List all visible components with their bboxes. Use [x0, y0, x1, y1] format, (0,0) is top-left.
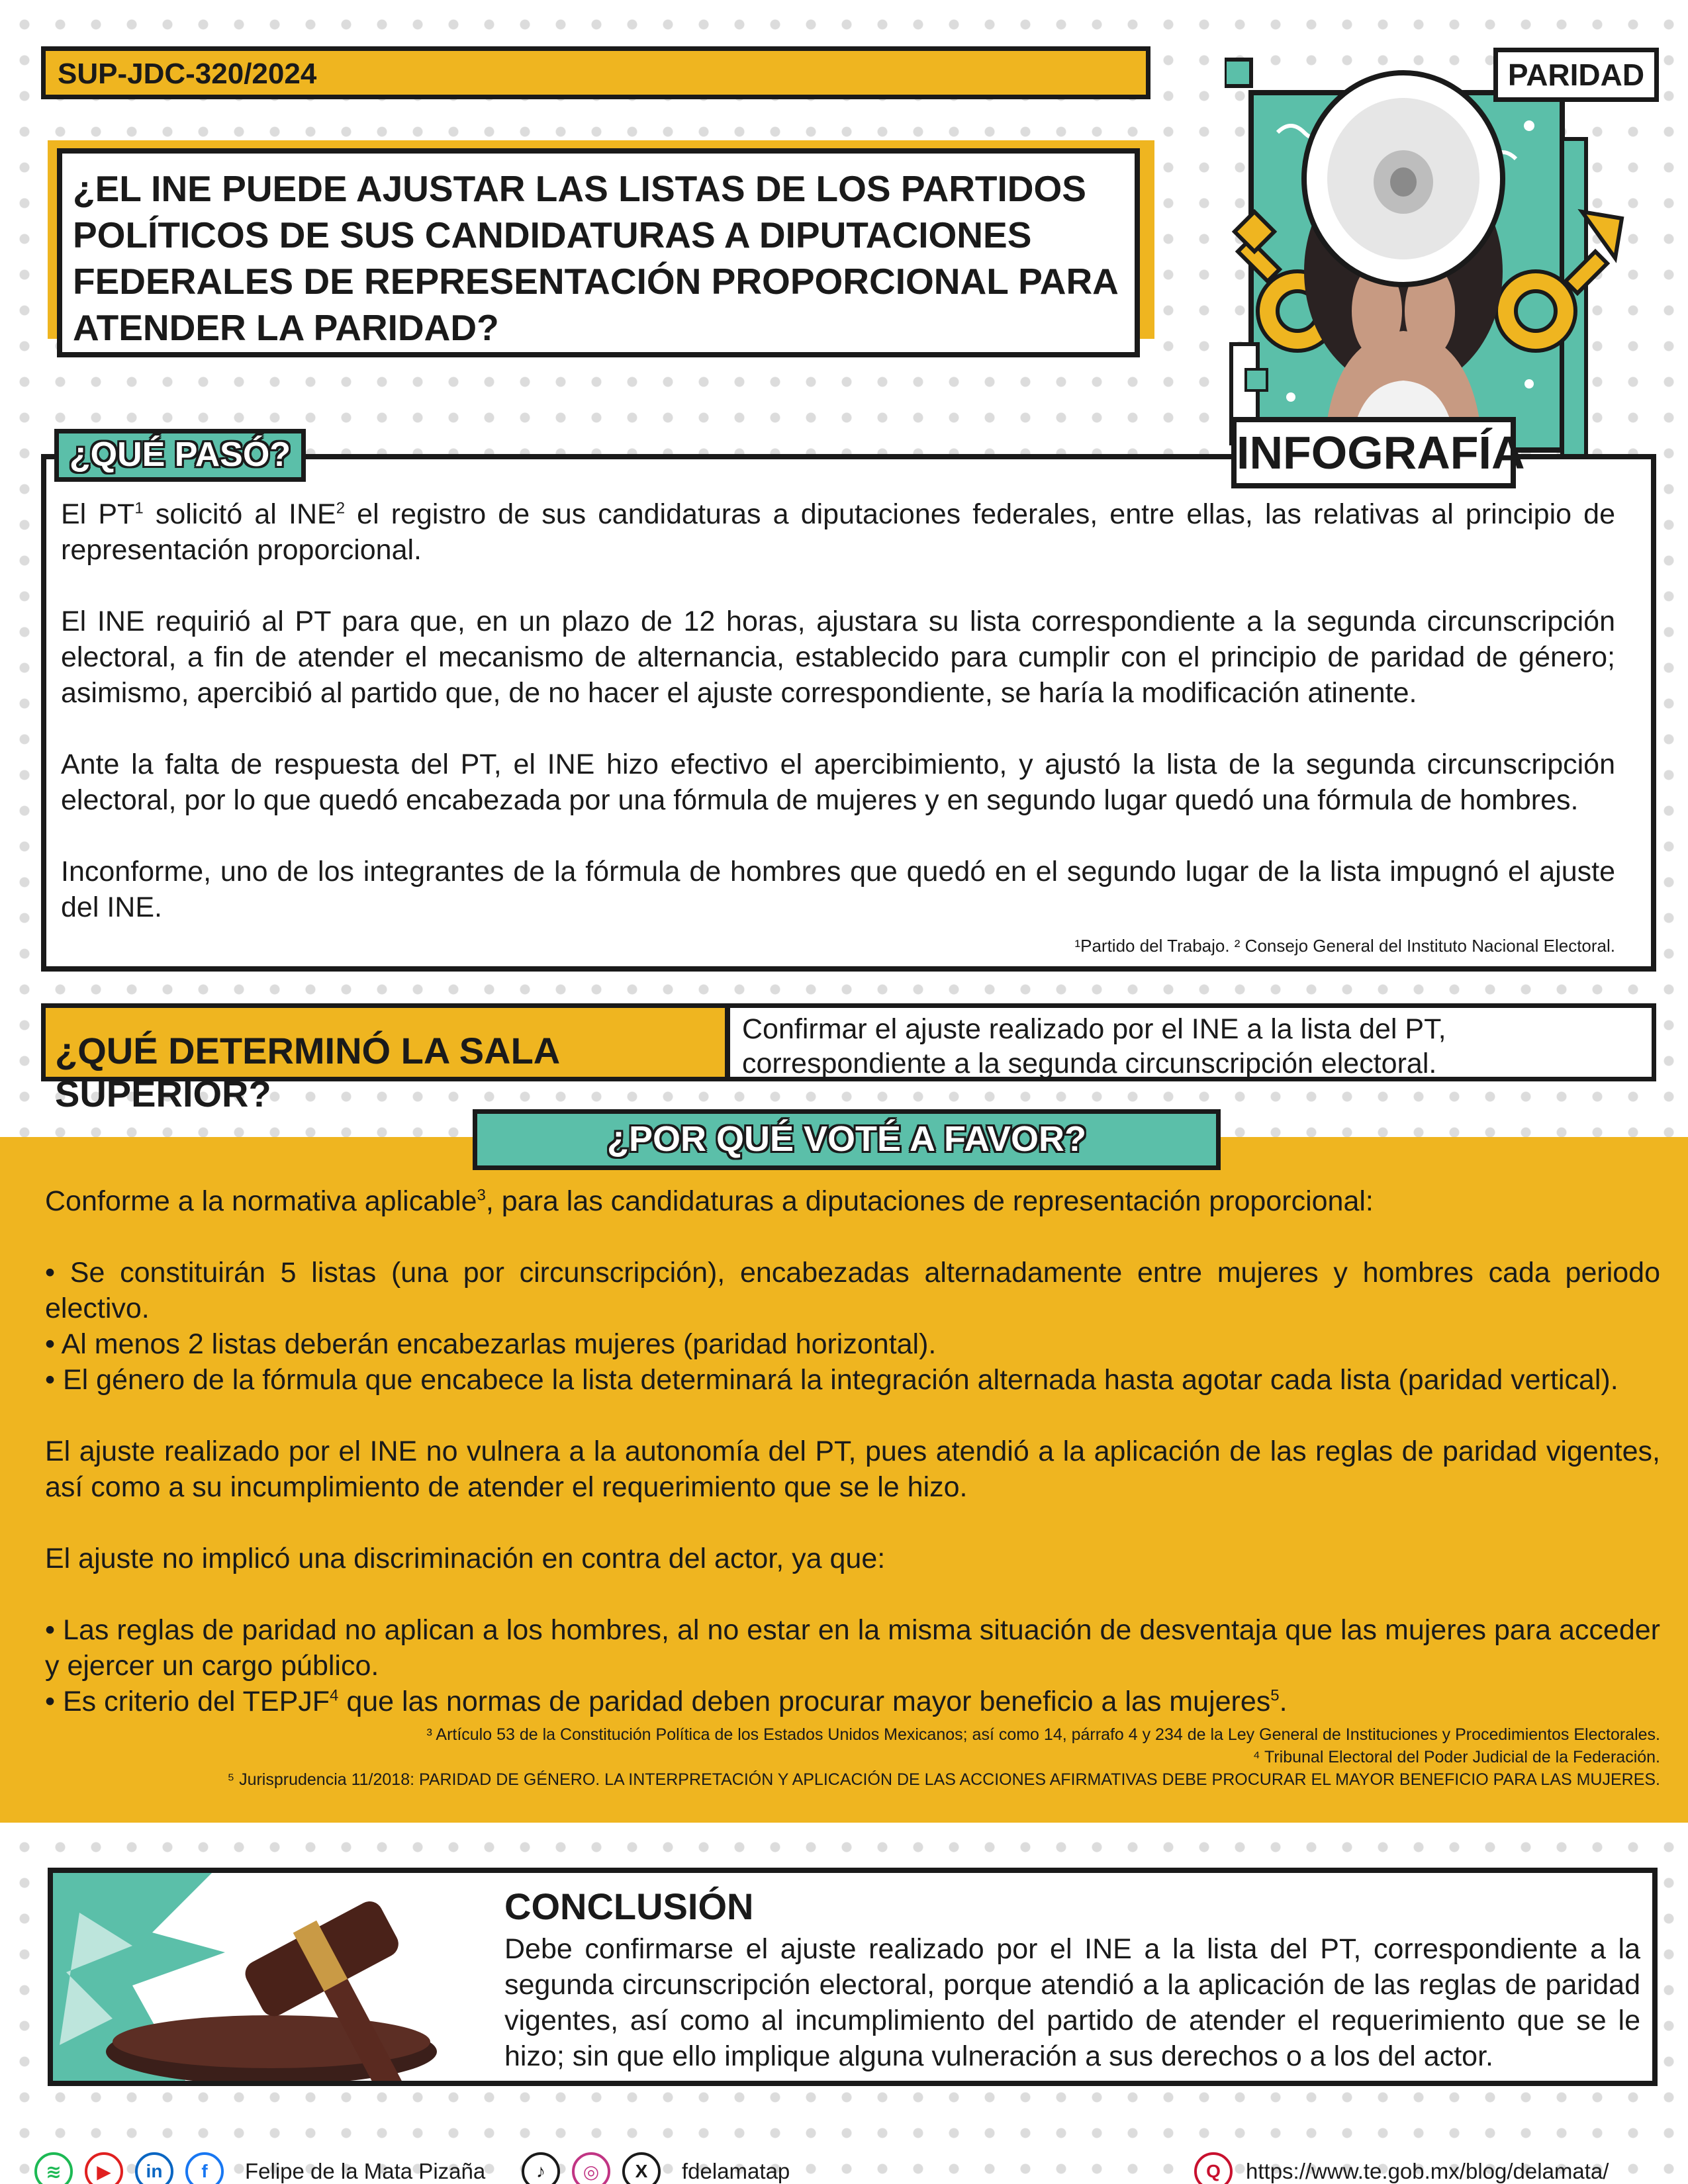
- spotify-icon[interactable]: ≋: [34, 2152, 73, 2184]
- vote-heading: ¿POR QUÉ VOTÉ A FAVOR?: [473, 1109, 1221, 1170]
- megaphone-woman-illustration: [1225, 53, 1662, 477]
- vote-content: [45, 1183, 1660, 1791]
- que-paso-paragraph-4: Inconforme, uno de los integrantes de la fórmula de hombres que quedó en el segundo lugar de la lista impugnó el ajuste del INE.: [61, 856, 1615, 923]
- gavel-illustration: [53, 1873, 477, 2081]
- linkedin-icon[interactable]: in: [135, 2152, 173, 2184]
- footer-url[interactable]: https://www.te.gob.mx/blog/delamata/: [1246, 2159, 1609, 2183]
- determino-heading: ¿QUÉ DETERMINÓ LA SALA SUPERIOR?: [41, 1003, 729, 1081]
- footer: [34, 2152, 1663, 2184]
- paridad-label: PARIDAD: [1507, 58, 1645, 92]
- infografia-label: INFOGRAFÍA: [1237, 427, 1525, 478]
- vote-bullet-2: • Al menos 2 listas deberán encabezarlas mujeres (paridad horizontal).: [45, 1328, 937, 1360]
- facebook-icon[interactable]: f: [185, 2152, 224, 2184]
- youtube-icon[interactable]: ▶: [85, 2152, 123, 2184]
- que-paso-section: [41, 454, 1656, 972]
- search-icon[interactable]: Q: [1194, 2152, 1233, 2184]
- vote-discriminacion: El ajuste no implicó una discriminación en contra del actor, ya que:: [45, 1543, 886, 1574]
- vote-footnote-3: ³ Artículo 53 de la Constitución Política de los Estados Unidos Mexicanos; así como 14, párrafo 4 y 234 de la Ley General de Instituciones y Procedimientos Electorales.: [426, 1725, 1660, 1744]
- que-paso-heading: ¿QUÉ PASÓ?: [54, 429, 306, 482]
- main-question-title: [57, 148, 1140, 357]
- infografia-tag: [1231, 417, 1525, 488]
- que-paso-paragraph-2: El INE requirió al PT para que, en un plazo de 12 horas, ajustara su lista correspondiente a la segunda circunscripción electoral, a fin de atender el mecanismo de alternancia, establecido para cumplir con el principio de paridad de género; asimismo, apercibió al partido que, de no hacer el ajuste correspondiente, se haría la modificación atinente.: [61, 606, 1615, 709]
- determino-text: Confirmar el ajuste realizado por el INE a la lista del PT, correspondiente a la segunda circunscripción electoral.: [726, 1003, 1656, 1081]
- x-icon[interactable]: X: [622, 2152, 661, 2184]
- case-number-bar: [41, 46, 1150, 99]
- vote-autonomia: El ajuste realizado por el INE no vulnera a la autonomía del PT, pues atendió a la aplicación de las reglas de paridad vigentes, así como a su incumplimiento de atender el requerimiento que se le hizo.: [45, 1435, 1660, 1503]
- vote-footnote-5: ⁵ Jurisprudencia 11/2018: PARIDAD DE GÉNERO. LA INTERPRETACIÓN Y APLICACIÓN DE LAS ACCIONES AFIRMATIVAS DEBE PROCURAR EL MAYOR BENEFICIO PARA LAS MUJERES.: [227, 1770, 1660, 1789]
- vote-intro: Conforme a la normativa aplicable$^3$, para las candidaturas a diputaciones de representación proporcional:: [45, 1185, 1374, 1217]
- footer-name: Felipe de la Mata Pizaña: [245, 2159, 486, 2183]
- conclusion-heading: CONCLUSIÓN: [504, 1886, 754, 1927]
- case-number: SUP-JDC-320/2024: [58, 58, 317, 90]
- conclusion-text: Debe confirmarse el ajuste realizado por el INE a la lista del PT, correspondiente a la segunda circunscripción electoral, porque atendió a la aplicación de las reglas de paridad vigentes, así como al incumplimiento del partido de atender el requerimiento que se le hizo; sin que ello implique alguna vulneración a sus derechos o a los del actor.: [504, 1933, 1640, 2072]
- footer-handle: fdelamatap: [682, 2159, 790, 2183]
- instagram-icon[interactable]: ◎: [572, 2152, 610, 2184]
- que-paso-footnote: ¹Partido del Trabajo. ² Consejo General del Instituto Nacional Electoral.: [1074, 936, 1615, 956]
- vote-bullet-4: • Las reglas de paridad no aplican a los hombres, al no estar en la misma situación de desventaja que las mujeres para acceder y ejercer un cargo público.: [45, 1614, 1660, 1682]
- paridad-tag: [1493, 48, 1659, 102]
- vote-bullet-3: • El género de la fórmula que encabece la lista determinará la integración alternada hasta agotar cada lista (paridad vertical).: [45, 1364, 1618, 1396]
- title-text: ¿EL INE PUEDE AJUSTAR LAS LISTAS DE LOS PARTIDOS POLÍTICOS DE SUS CANDIDATURAS A DIPUTACIONES FEDERALES DE REPRESENTACIÓN PROPORCIONAL PARA ATENDER LA PARIDAD?: [73, 168, 1117, 348]
- que-paso-paragraph-3: Ante la falta de respuesta del PT, el INE hizo efectivo el apercibimiento, y ajustó la lista de la segunda circunscripción electoral, por lo que quedó encabezada por una fórmula de mujeres y en segundo lugar quedó una fórmula de hombres.: [61, 749, 1615, 816]
- vote-footnote-4: ⁴ Tribunal Electoral del Poder Judicial de la Federación.: [1252, 1748, 1660, 1766]
- vote-bullet-1: • Se constituirán 5 listas (una por circunscripción), encabezadas alternadamente entre mujeres y hombres cada periodo electivo.: [45, 1257, 1660, 1324]
- vote-bullet-5: • Es criterio del TEPJF$^4$ que las normas de paridad deben procurar mayor beneficio a las mujeres$^5$.: [45, 1686, 1288, 1717]
- que-paso-paragraph-1: El $PT^1$ solicitó al INE$^2$ el registro de sus candidaturas a diputaciones federales, entre ellas, las relativas al principio de representación proporcional.: [61, 498, 1615, 566]
- tiktok-icon[interactable]: ♪: [522, 2152, 560, 2184]
